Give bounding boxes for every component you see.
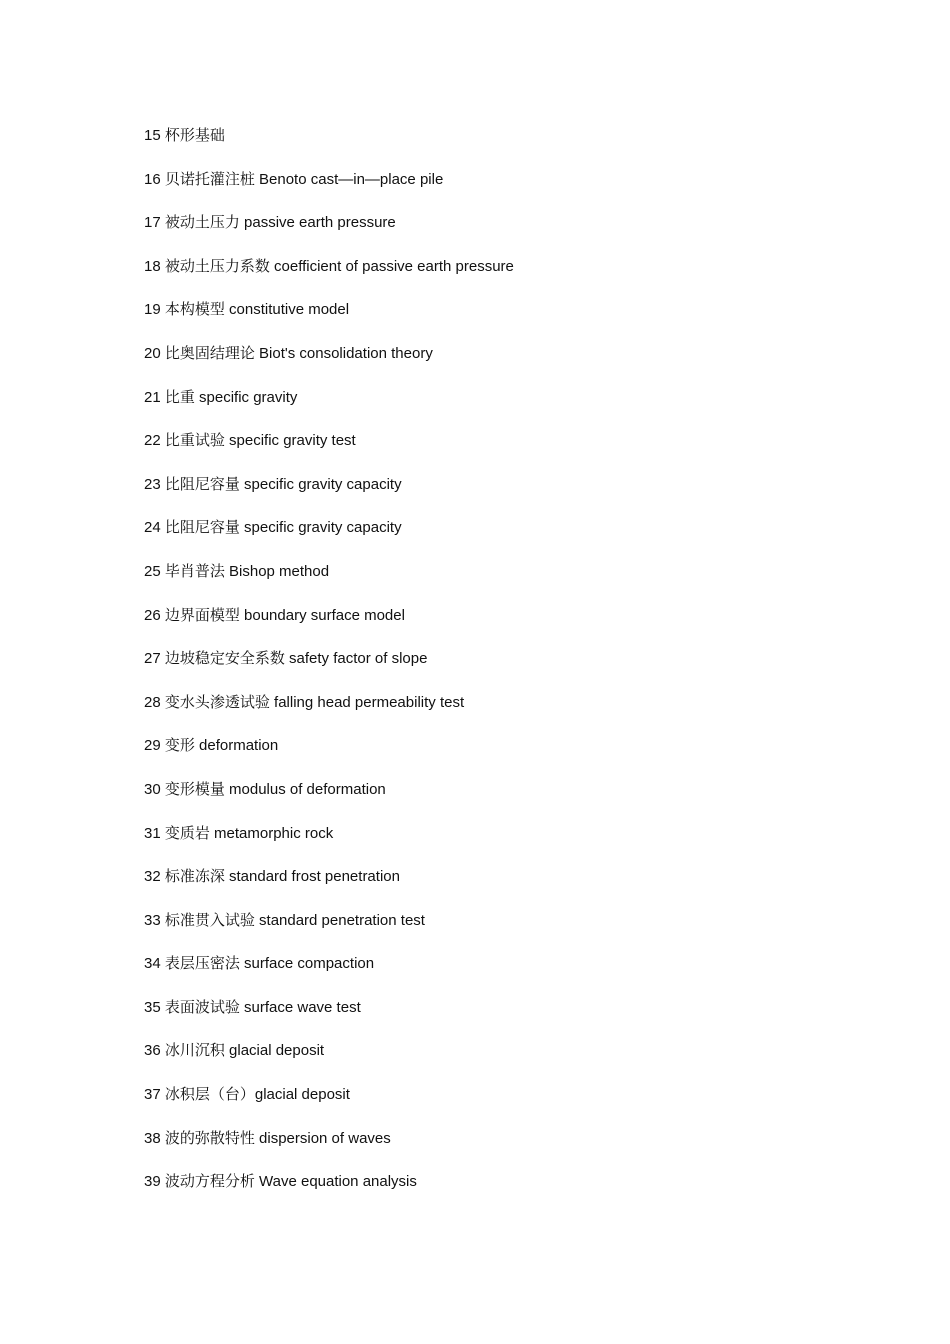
glossary-entry: 15 杯形基础	[144, 127, 225, 144]
glossary-entry: 32 标准冻深 standard frost penetration	[144, 868, 400, 886]
glossary-entry: 21 比重 specific gravity	[144, 388, 298, 406]
glossary-entry: 18 被动土压力系数 coefficient of passive earth pressure	[144, 257, 514, 275]
glossary-entry: 29 变形 deformation	[144, 737, 279, 755]
glossary-entry: 34 表层压密法 surface compaction	[144, 955, 375, 973]
glossary-entry: 39 波动方程分析 Wave equation analysis	[144, 1173, 417, 1191]
glossary-entry: 19 本构模型 constitutive model	[144, 301, 350, 319]
glossary-entry: 17 被动土压力 passive earth pressure	[144, 214, 396, 232]
glossary-entry: 33 标准贯入试验 standard penetration test	[144, 911, 425, 929]
glossary-entry: 31 变质岩 metamorphic rock	[144, 824, 334, 842]
glossary-entry: 28 变水头渗透试验 falling head permeability test	[144, 693, 465, 711]
glossary-entry: 16 贝诺托灌注桩 Benoto cast—in—place pile	[144, 170, 444, 188]
glossary-list	[144, 124, 514, 1214]
glossary-entry: 26 边界面模型 boundary surface model	[144, 606, 405, 624]
glossary-entry: 22 比重试验 specific gravity test	[144, 432, 356, 450]
glossary-entry: 24 比阻尼容量 specific gravity capacity	[144, 519, 402, 537]
glossary-entry: 38 波的弥散特性 dispersion of waves	[144, 1129, 391, 1147]
glossary-entry: 23 比阻尼容量 specific gravity capacity	[144, 475, 402, 493]
glossary-entry: 30 变形模量 modulus of deformation	[144, 780, 386, 798]
glossary-entry: 25 毕肖普法 Bishop method	[144, 562, 330, 580]
glossary-entry: 36 冰川沉积 glacial deposit	[144, 1042, 325, 1060]
glossary-entry: 37 冰积层（台）glacial deposit	[144, 1086, 350, 1104]
glossary-entry: 27 边坡稳定安全系数 safety factor of slope	[144, 650, 428, 668]
glossary-entry: 20 比奥固结理论 Biot's consolidation theory	[144, 344, 433, 362]
glossary-entry: 35 表面波试验 surface wave test	[144, 998, 361, 1016]
